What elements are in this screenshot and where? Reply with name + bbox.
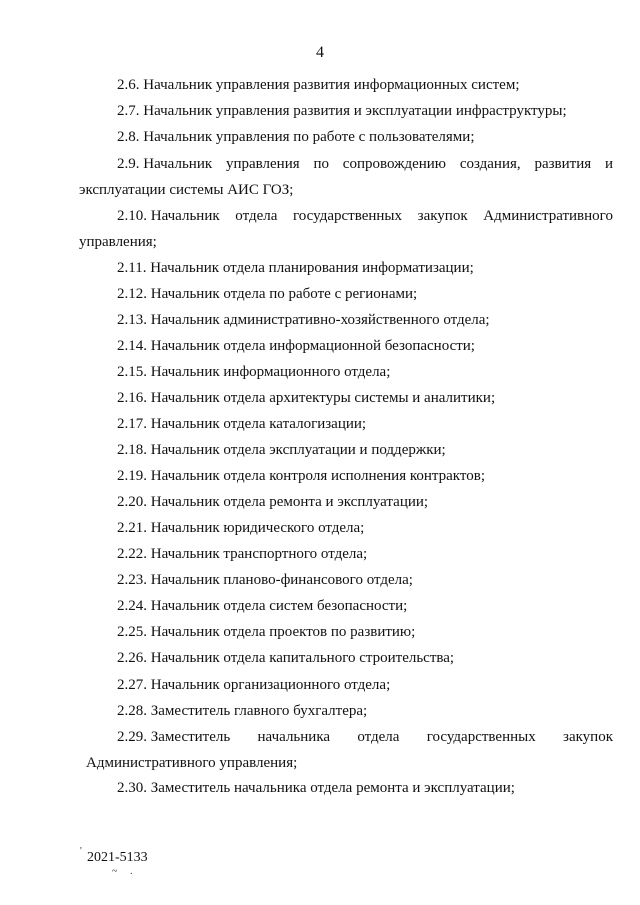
list-item: 2.6. Начальник управления развития информационных систем; <box>117 77 520 93</box>
list-item: 2.18. Начальник отдела эксплуатации и поддержки; <box>117 442 446 458</box>
scan-mark: ~ <box>112 866 118 877</box>
word: развития <box>534 156 592 172</box>
word: начальника <box>257 729 331 745</box>
list-item: 2.20. Начальник отдела ремонта и эксплуатации; <box>117 494 429 510</box>
word: государственных <box>293 208 402 224</box>
scan-mark: . <box>130 866 133 877</box>
list-item: 2.16. Начальник отдела архитектуры системы и аналитики; <box>117 390 496 406</box>
list-item: 2.13. Начальник административно-хозяйственного отдела; <box>117 312 490 328</box>
list-item: 2.30. Заместитель начальника отдела ремонта и эксплуатации; <box>117 780 515 796</box>
word: отдела <box>357 729 400 745</box>
list-item: 2.11. Начальник отдела планирования информатизации; <box>117 260 474 276</box>
list-item: 2.7. Начальник управления развития и эксплуатации инфраструктуры; <box>117 103 567 119</box>
list-item: 2.14. Начальник отдела информационной безопасности; <box>117 338 475 354</box>
word: отдела <box>235 208 278 224</box>
list-item: 2.22. Начальник транспортного отдела; <box>117 546 368 562</box>
list-item: 2.19. Начальник отдела контроля исполнения контрактов; <box>117 468 485 484</box>
word: по <box>313 156 329 172</box>
list-item: 2.17. Начальник отдела каталогизации; <box>117 416 367 432</box>
list-item-2-10-line1 <box>117 207 613 225</box>
word: закупок <box>417 208 468 224</box>
word: сопровождению <box>342 156 447 172</box>
word: создания, <box>459 156 521 172</box>
word: управления <box>225 156 300 172</box>
word: 2.29. Заместитель <box>117 729 231 745</box>
list-item: 2.27. Начальник организационного отдела; <box>117 677 391 693</box>
list-item: 2.25. Начальник отдела проектов по развитию; <box>117 624 416 640</box>
word: 2.9. Начальник <box>117 156 213 172</box>
list-item-2-9-line1 <box>117 155 613 173</box>
list-item: 2.26. Начальник отдела капитального строительства; <box>117 650 455 666</box>
list-item: 2.24. Начальник отдела систем безопасности; <box>117 598 408 614</box>
word: Административного <box>483 208 613 224</box>
scan-mark: ' <box>80 846 82 857</box>
word: 2.10. Начальник <box>117 208 220 224</box>
list-item: 2.15. Начальник информационного отдела; <box>117 364 391 380</box>
word: государственных <box>426 729 536 745</box>
list-item: 2.28. Заместитель главного бухгалтера; <box>117 703 368 719</box>
list-item: 2.8. Начальник управления по работе с пользователями; <box>117 129 475 145</box>
list-item-2-29-line2: Административного управления; <box>86 755 298 771</box>
list-item: 2.23. Начальник планово-финансового отдела; <box>117 572 413 588</box>
page-number: 4 <box>316 44 324 61</box>
word: закупок <box>563 729 613 745</box>
list-item-2-10-line2: управления; <box>79 234 157 250</box>
word: и <box>604 156 613 172</box>
list-item-2-9-line2: эксплуатации системы АИС ГОЗ; <box>79 182 294 198</box>
list-item-2-29-line1 <box>117 728 613 746</box>
document-number: 2021-5133 <box>87 850 148 865</box>
list-item: 2.12. Начальник отдела по работе с регионами; <box>117 286 418 302</box>
list-item: 2.21. Начальник юридического отдела; <box>117 520 365 536</box>
